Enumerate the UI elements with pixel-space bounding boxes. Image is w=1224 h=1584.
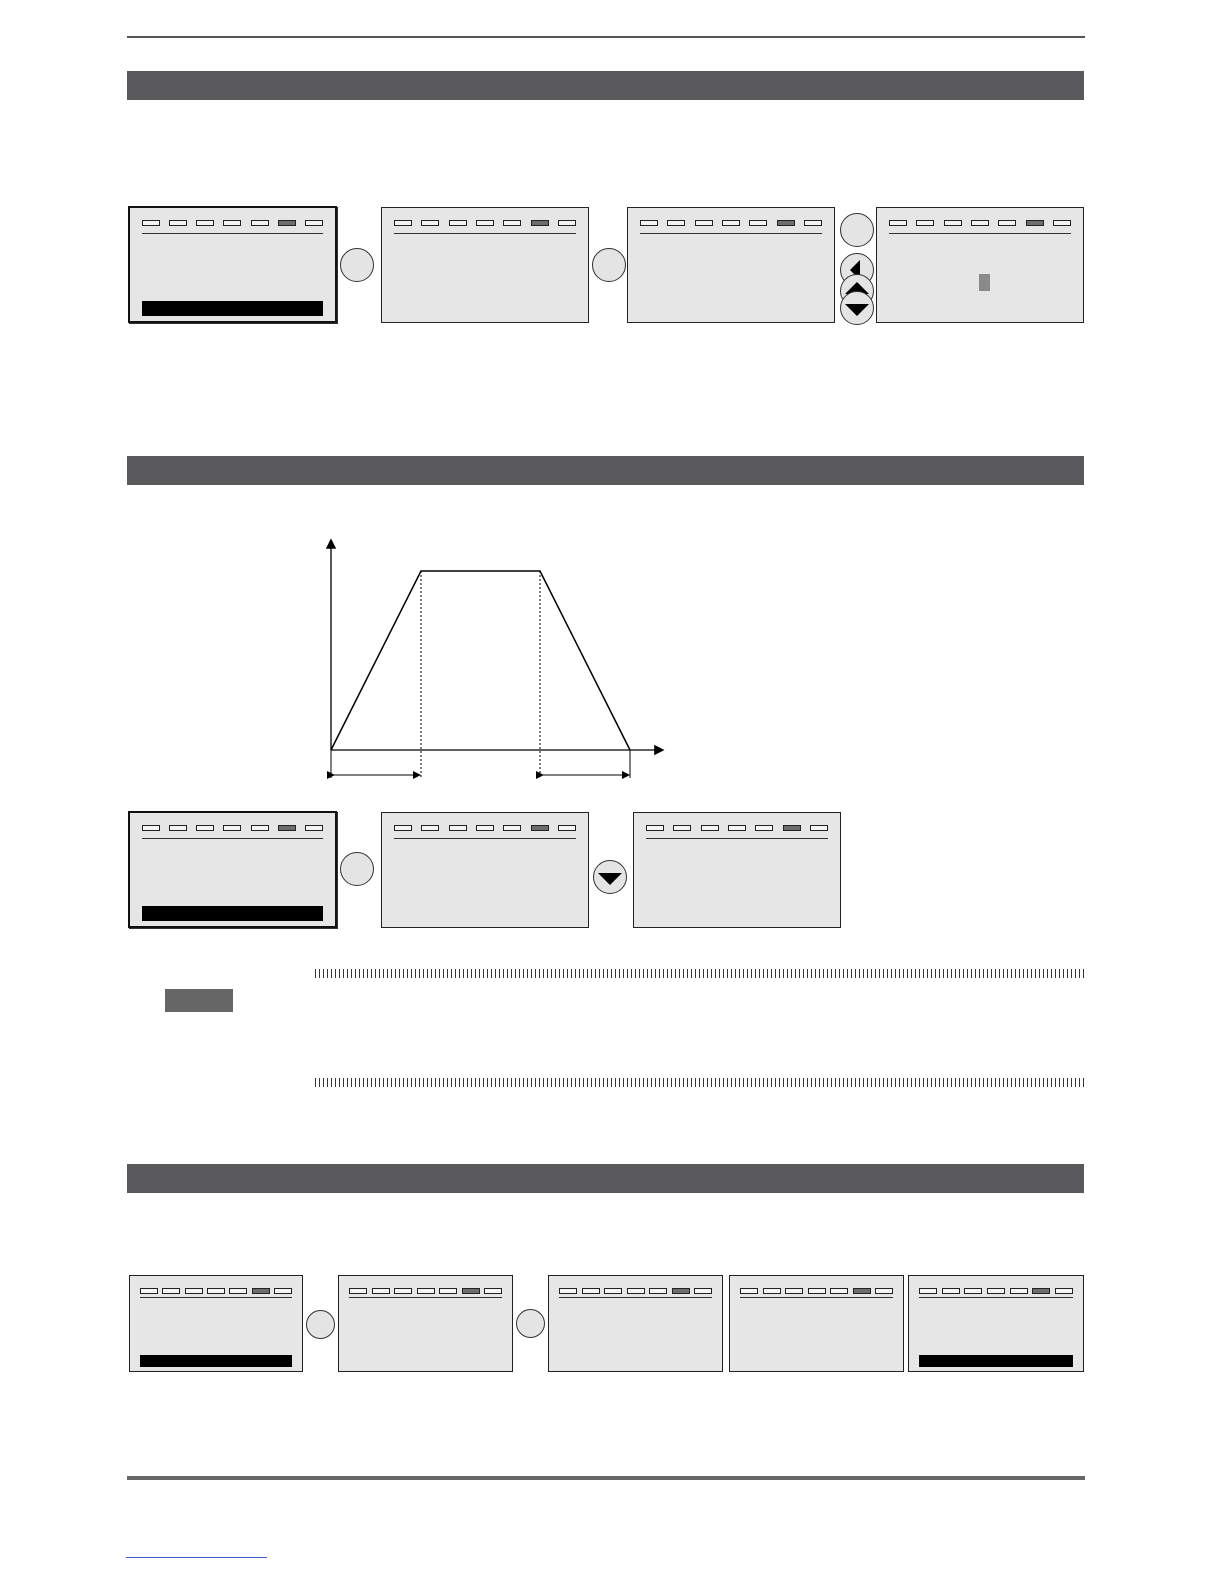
lcd-screen [908,1275,1084,1372]
enter-key[interactable] [340,852,374,886]
led-indicator [889,220,907,226]
led-indicator [185,1288,203,1294]
header-rule [127,36,1085,38]
section-header-bar [127,1164,1084,1193]
led-indicator [394,825,412,831]
edit-cursor [979,274,990,291]
ramp-line [331,571,630,750]
lcd-screen [381,207,589,323]
enter-key[interactable] [592,248,626,282]
led-indicator [722,220,740,226]
led-indicator [944,220,962,226]
led-indicator [196,220,214,226]
led-row [349,1288,502,1295]
led-indicator [694,1288,712,1294]
led-indicator-active [278,825,296,831]
led-indicator [646,825,664,831]
lcd-divider [919,1297,1073,1298]
led-indicator [998,220,1016,226]
led-indicator-active [531,220,549,226]
led-row [142,220,323,227]
led-indicator [558,825,576,831]
led-indicator [582,1288,600,1294]
enter-key[interactable] [306,1310,335,1339]
lcd-divider [889,233,1071,234]
led-indicator [830,1288,848,1294]
led-indicator-active [853,1288,871,1294]
led-indicator [421,220,439,226]
led-row [640,220,822,227]
led-indicator [251,220,269,226]
led-indicator [667,220,685,226]
enter-key[interactable] [340,248,374,282]
led-indicator-active [1032,1288,1050,1294]
led-row [740,1288,893,1295]
led-indicator [755,825,773,831]
led-indicator [559,1288,577,1294]
footer-link-underline[interactable] [126,1557,267,1558]
led-indicator-active [462,1288,480,1294]
led-indicator [627,1288,645,1294]
lcd-selection-bar [142,301,323,316]
led-indicator [169,220,187,226]
lcd-selection-bar [140,1355,292,1367]
led-indicator [919,1288,937,1294]
led-indicator [305,220,323,226]
led-indicator [394,1288,412,1294]
lcd-screen [876,207,1084,323]
lcd-screen [729,1275,904,1372]
lcd-selection-bar [919,1355,1073,1367]
led-indicator [349,1288,367,1294]
led-indicator-active [1026,220,1044,226]
led-indicator [749,220,767,226]
lcd-divider [142,838,323,839]
led-row [394,825,576,832]
led-indicator [785,1288,803,1294]
lcd-divider [142,233,323,234]
lcd-screen [128,206,337,323]
led-indicator [449,220,467,226]
led-indicator [372,1288,390,1294]
led-indicator [169,825,187,831]
led-indicator [229,1288,247,1294]
down-key[interactable] [840,291,874,325]
led-indicator-active [252,1288,270,1294]
led-indicator [1010,1288,1028,1294]
led-row [646,825,828,832]
led-row [919,1288,1073,1295]
led-indicator-active [531,825,549,831]
triangle-down-icon [594,861,626,893]
led-indicator [142,825,160,831]
led-indicator [673,825,691,831]
triangle-down-icon [841,292,873,324]
lcd-screen [381,812,589,928]
led-indicator [763,1288,781,1294]
led-indicator [701,825,719,831]
led-indicator [728,825,746,831]
led-indicator [964,1288,982,1294]
led-row [394,220,576,227]
lcd-screen [633,812,841,928]
down-key[interactable] [593,860,627,894]
led-indicator [987,1288,1005,1294]
led-indicator-active [783,825,801,831]
led-indicator [740,1288,758,1294]
ramp-profile-diagram [318,535,670,787]
lcd-divider [349,1297,502,1298]
led-row [559,1288,712,1295]
lcd-screen [128,811,337,928]
led-indicator [449,825,467,831]
led-indicator [810,825,828,831]
led-indicator [1053,220,1071,226]
lcd-divider [559,1297,712,1298]
enter-key[interactable] [516,1309,545,1338]
led-indicator [394,220,412,226]
footer-rule [127,1476,1085,1480]
led-row [889,220,1071,227]
led-indicator [484,1288,502,1294]
led-indicator [196,825,214,831]
lcd-selection-bar [142,906,323,921]
led-indicator [207,1288,225,1294]
lcd-divider [640,233,822,234]
led-indicator-active [278,220,296,226]
lcd-divider [740,1297,893,1298]
lcd-divider [394,838,576,839]
led-indicator [971,220,989,226]
led-indicator [417,1288,435,1294]
led-row [140,1288,292,1295]
led-indicator [251,825,269,831]
led-indicator [140,1288,158,1294]
led-indicator [274,1288,292,1294]
led-indicator [476,220,494,226]
lcd-screen [548,1275,723,1372]
led-indicator [476,825,494,831]
led-row [142,825,323,832]
lcd-screen [129,1275,303,1372]
led-indicator-active [672,1288,690,1294]
led-indicator [558,220,576,226]
led-indicator [916,220,934,226]
led-indicator [503,220,521,226]
led-indicator [421,825,439,831]
note-bottom-border [315,1078,1084,1087]
lcd-screen [627,207,835,323]
led-indicator [808,1288,826,1294]
led-indicator [804,220,822,226]
led-indicator [604,1288,622,1294]
led-indicator [142,220,160,226]
led-indicator [223,220,241,226]
led-indicator [305,825,323,831]
lcd-divider [140,1297,292,1298]
led-indicator [439,1288,457,1294]
led-indicator [162,1288,180,1294]
led-indicator [649,1288,667,1294]
lcd-divider [394,233,576,234]
led-indicator-active [777,220,795,226]
lcd-screen [338,1275,513,1372]
led-indicator [223,825,241,831]
led-indicator [695,220,713,226]
note-label-badge [165,989,233,1012]
led-indicator [875,1288,893,1294]
enter-key[interactable] [840,213,874,247]
section-header-bar [127,71,1084,100]
note-top-border [315,969,1084,978]
lcd-divider [646,838,828,839]
section-header-bar [127,456,1084,485]
led-indicator [503,825,521,831]
led-indicator [640,220,658,226]
led-indicator [942,1288,960,1294]
led-indicator [1055,1288,1073,1294]
